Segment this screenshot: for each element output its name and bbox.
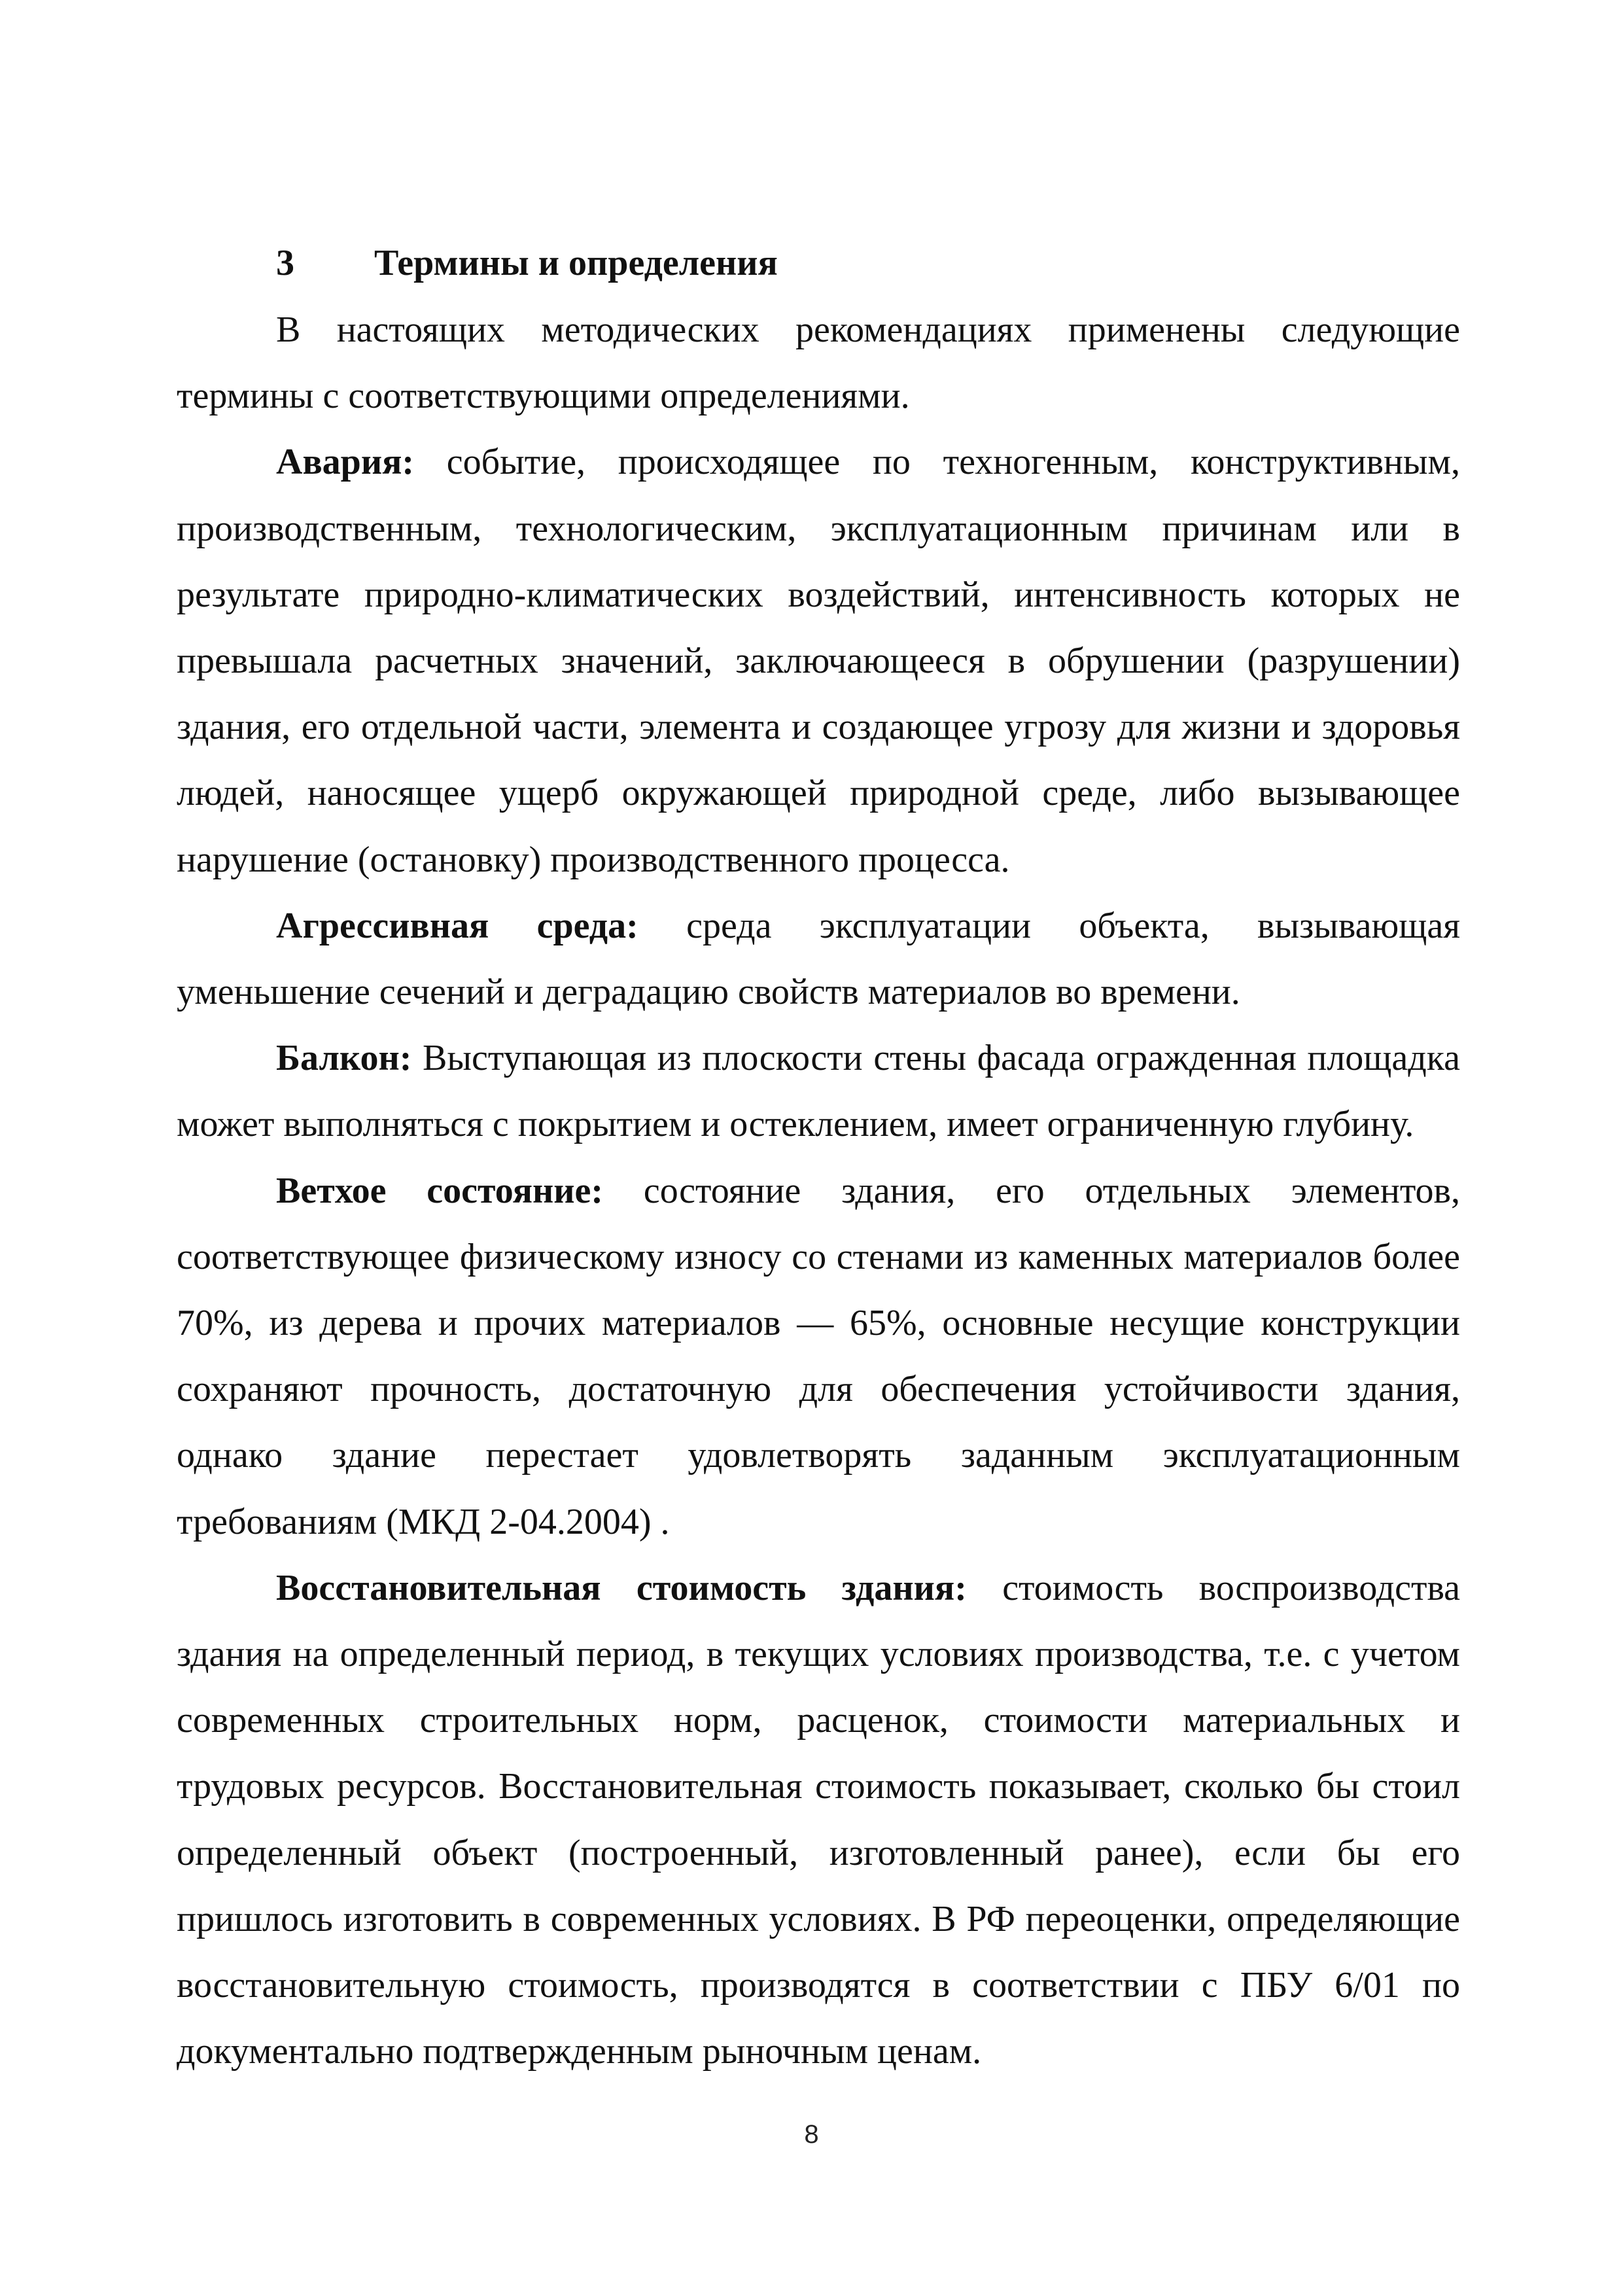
definition-term: Ветхое состояние: <box>276 1170 604 1211</box>
definition-text: стоимость воспроизводства здания на определенный период, в текущих условиях производства, т.е. с учетом современных строительных норм, расценок, стоимости материальных и трудовых ресурсов. Восстановительная стоимость показывает, сколько бы стоил определенный объект (построенный, изготовленный ранее), если бы его пришлось изготовить в современных условиях. В РФ переоценки, определяющие восстановительную стоимость, производятся в соответствии с ПБУ 6/01 по документально подтвержденным рыночным ценам. <box>177 1567 1460 2072</box>
definition-text: Выступающая из плоскости стены фасада огражденная площадка может выполняться с покрытием и остеклением, имеет ограниченную глубину. <box>177 1038 1460 1145</box>
definition-text: среда эксплуатации объекта, вызывающая уменьшение сечений и деградацию свойств материалов во времени. <box>177 905 1460 1013</box>
definition-paragraph <box>177 1555 1460 2085</box>
page-number: 8 <box>804 2120 819 2149</box>
section-heading <box>177 230 1460 296</box>
definition-paragraph <box>177 1158 1460 1555</box>
definition-term: Авария: <box>276 442 415 483</box>
definition-paragraph <box>177 1025 1460 1157</box>
section-number: 3 <box>276 243 294 283</box>
definition-paragraph <box>177 429 1460 892</box>
definition-term: Восстановительная стоимость здания: <box>276 1567 967 1608</box>
definition-paragraph <box>177 893 1460 1025</box>
definition-term: Агрессивная среда: <box>276 905 638 946</box>
section-title: Термины и определения <box>374 243 778 283</box>
definition-text: событие, происходящее по техногенным, конструктивным, производственным, технологическим, эксплуатационным причинам или в результате природно-климатических воздействий, интенсивность которых не превышала расчетных значений, заключающееся в обрушении (разрушении) здания, его отдельной части, элемента и создающее угрозу для жизни и здоровья людей, наносящее ущерб окружающей природной среде, либо вызывающее нарушение (остановку) производственного процесса. <box>177 442 1460 880</box>
document-page <box>177 230 1460 2085</box>
definition-term: Балкон: <box>276 1038 412 1079</box>
intro-paragraph: В настоящих методических рекомендациях применены следующие термины с соответствующими определениями. <box>177 309 1460 417</box>
definition-text: состояние здания, его отдельных элементов, соответствующее физическому износу со стенами из каменных материалов более 70%, из дерева и прочих материалов — 65%, основные несущие конструкции сохраняют прочность, достаточную для обеспечения устойчивости здания, однако здание перестает удовлетворять заданным эксплуатационным требованиям (МКД 2-04.2004) . <box>177 1170 1461 1542</box>
